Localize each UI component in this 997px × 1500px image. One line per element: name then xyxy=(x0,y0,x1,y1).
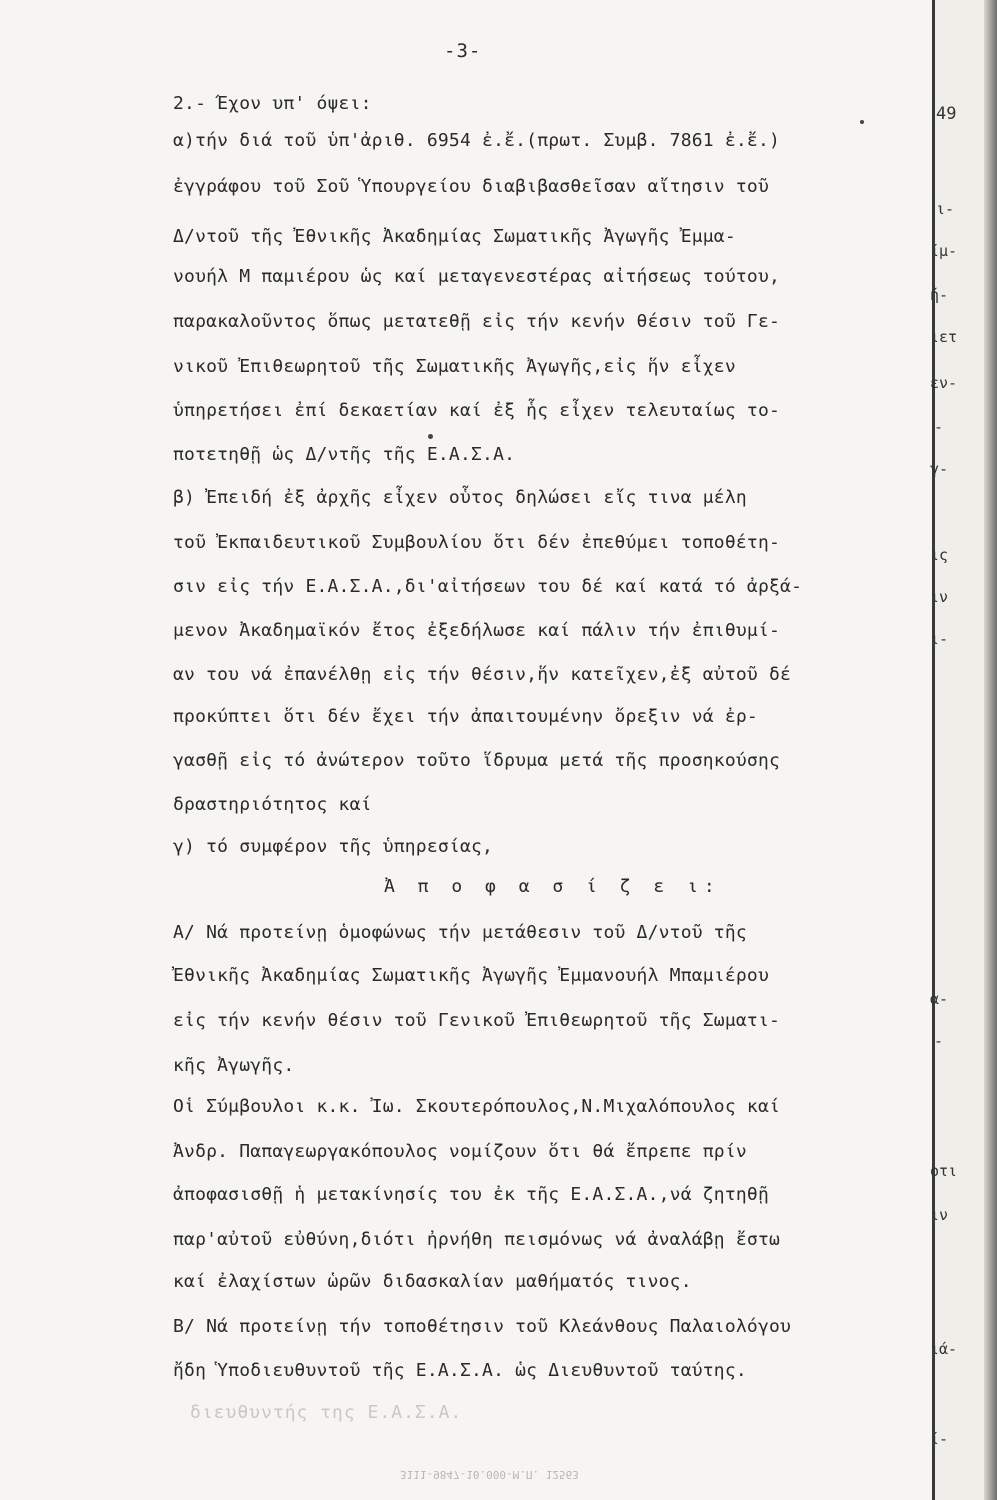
text-line: ἤδη Ὑποδιευθυντοῦ τῆς Ε.Α.Σ.Α. ὡς Διευθυντοῦ ταύτης. xyxy=(173,1360,747,1381)
ink-dot xyxy=(860,120,864,124)
margin-fragment: ί- xyxy=(930,1430,949,1448)
text-line: αν του νά ἐπανέλθῃ εἰς τήν θέσιν,ἥν κατεῖχεν,ἐξ αὐτοῦ δέ xyxy=(173,664,792,685)
text-line: ἀποφασισθῇ ἡ μετακίνησίς του ἐκ τῆς Ε.Α.Σ.Α.,νά ζητηθῇ xyxy=(173,1184,769,1205)
section-heading: Ἀ π ο φ α σ ί ζ ε ι: xyxy=(384,876,721,897)
text-line: μενον Ἀκαδημαϊκόν ἔτος ἐξεδήλωσε καί πάλιν τήν ἐπιθυμί- xyxy=(173,620,781,641)
text-line: 2.- Έχον υπ' όψει: xyxy=(173,93,372,114)
footer-stamp: 3111-9847-10.000-Μ.Π. 12563 xyxy=(400,1468,579,1481)
text-line: α)τήν διά τοῦ ὑπ'ἀριθ. 6954 ἐ.ἔ.(πρωτ. Συμβ. 7861 ἐ.ἔ.) xyxy=(173,130,781,151)
text-line: Ἐθνικῆς Ἀκαδημίας Σωματικῆς Ἀγωγῆς Ἐμμανουήλ Μπαμιέρου xyxy=(173,965,769,986)
text-line: Β/ Νά προτείνῃ τήν τοποθέτησιν τοῦ Κλεάνθους Παλαιολόγου xyxy=(173,1316,792,1337)
margin-number: 49 xyxy=(936,104,957,124)
text-line: γ) τό συμφέρον τῆς ὑπηρεσίας, xyxy=(173,836,494,857)
margin-fragment: ις xyxy=(930,546,949,564)
text-line: νικοῦ Ἐπιθεωρητοῦ τῆς Σωματικῆς Ἀγωγῆς,εἰς ἥν εἶχεν xyxy=(173,356,736,377)
text-line: παρ'αὐτοῦ εὐθύνη,διότι ἠρνήθη πεισμόνως νά ἀναλάβῃ ἔστω xyxy=(173,1229,781,1250)
text-line: σιν εἰς τήν Ε.Α.Σ.Α.,δι'αἰτήσεων του δέ καί κατά τό ἀρξά- xyxy=(173,576,803,597)
margin-fragment: ή- xyxy=(930,286,949,304)
adjacent-page-edge xyxy=(932,0,997,1500)
margin-fragment: εν- xyxy=(930,374,958,392)
text-line: νουήλ Μ παμιέρου ὡς καί μεταγενεστέρας αἰτήσεως τούτου, xyxy=(173,266,781,287)
bleed-through-line: διευθυντής της Ε.Α.Σ.Α. xyxy=(190,1402,463,1423)
margin-fragment: ιν xyxy=(930,1206,949,1224)
text-line: ποτετηθῇ ὡς Δ/ντῆς τῆς Ε.Α.Σ.Α. xyxy=(173,444,516,465)
margin-fragment: ιν xyxy=(930,588,949,606)
margin-fragment: - xyxy=(934,1032,944,1050)
text-line: παρακαλοῦντος ὅπως μετατεθῇ εἰς τήν κενήν θέσιν τοῦ Γε- xyxy=(173,311,781,332)
text-line: προκύπτει ὅτι δέν ἔχει τήν ἀπαιτουμένην ὄρεξιν νά ἐρ- xyxy=(173,706,758,727)
binding-shadow xyxy=(984,0,997,1500)
text-line: δραστηριότητος καί xyxy=(173,794,372,815)
text-line: β) Ἐπειδή ἐξ ἀρχῆς εἶχεν οὗτος δηλώσει εἴς τινα μέλη xyxy=(173,487,747,508)
page-number: -3- xyxy=(444,40,482,62)
ink-dot xyxy=(428,434,433,439)
margin-fragment: γ- xyxy=(930,460,949,478)
text-line: εἰς τήν κενήν θέσιν τοῦ Γενικοῦ Ἐπιθεωρητοῦ τῆς Σωματι- xyxy=(173,1010,781,1031)
margin-fragment: ι- xyxy=(930,630,949,648)
margin-fragment: ιετ xyxy=(930,328,958,346)
text-line: ἐγγράφου τοῦ Σοῦ Ὑπουργείου διαβιβασθεῖσαν αἴτησιν τοῦ xyxy=(173,176,769,197)
text-line: καί ἐλαχίστων ὡρῶν διδασκαλίαν μαθήματός τινος. xyxy=(173,1271,692,1292)
text-line: τοῦ Ἐκπαιδευτικοῦ Συμβουλίου ὅτι δέν ἐπεθύμει τοποθέτη- xyxy=(173,532,781,553)
text-line: Δ/ντοῦ τῆς Ἐθνικῆς Ἀκαδημίας Σωματικῆς Ἀγωγῆς Ἐμμα- xyxy=(173,226,736,247)
margin-fragment: - xyxy=(934,418,944,436)
margin-fragment: ι- xyxy=(936,200,955,218)
text-line: ὑπηρετήσει ἐπί δεκαετίαν καί ἐξ ἧς εἶχεν τελευταίως το- xyxy=(173,400,781,421)
margin-fragment: α- xyxy=(930,990,949,1008)
text-line: Ἀνδρ. Παπαγεωργακόπουλος νομίζουν ὅτι θά ἔπρεπε πρίν xyxy=(173,1141,747,1162)
text-line: Οἱ Σύμβουλοι κ.κ. Ἰω. Σκουτερόπουλος,Ν.Μιχαλόπουλος καί xyxy=(173,1096,781,1117)
text-line: Α/ Νά προτείνῃ ὁμοφώνως τήν μετάθεσιν τοῦ Δ/ντοῦ τῆς xyxy=(173,922,747,943)
margin-fragment: οτι xyxy=(930,1162,958,1180)
margin-fragment: ίμ- xyxy=(930,242,958,260)
margin-fragment: ιά- xyxy=(930,1340,958,1358)
text-line: κῆς Ἀγωγῆς. xyxy=(173,1055,295,1076)
text-line: γασθῇ εἰς τό ἀνώτερον τοῦτο ἵδρυμα μετά τῆς προσηκούσης xyxy=(173,750,781,771)
